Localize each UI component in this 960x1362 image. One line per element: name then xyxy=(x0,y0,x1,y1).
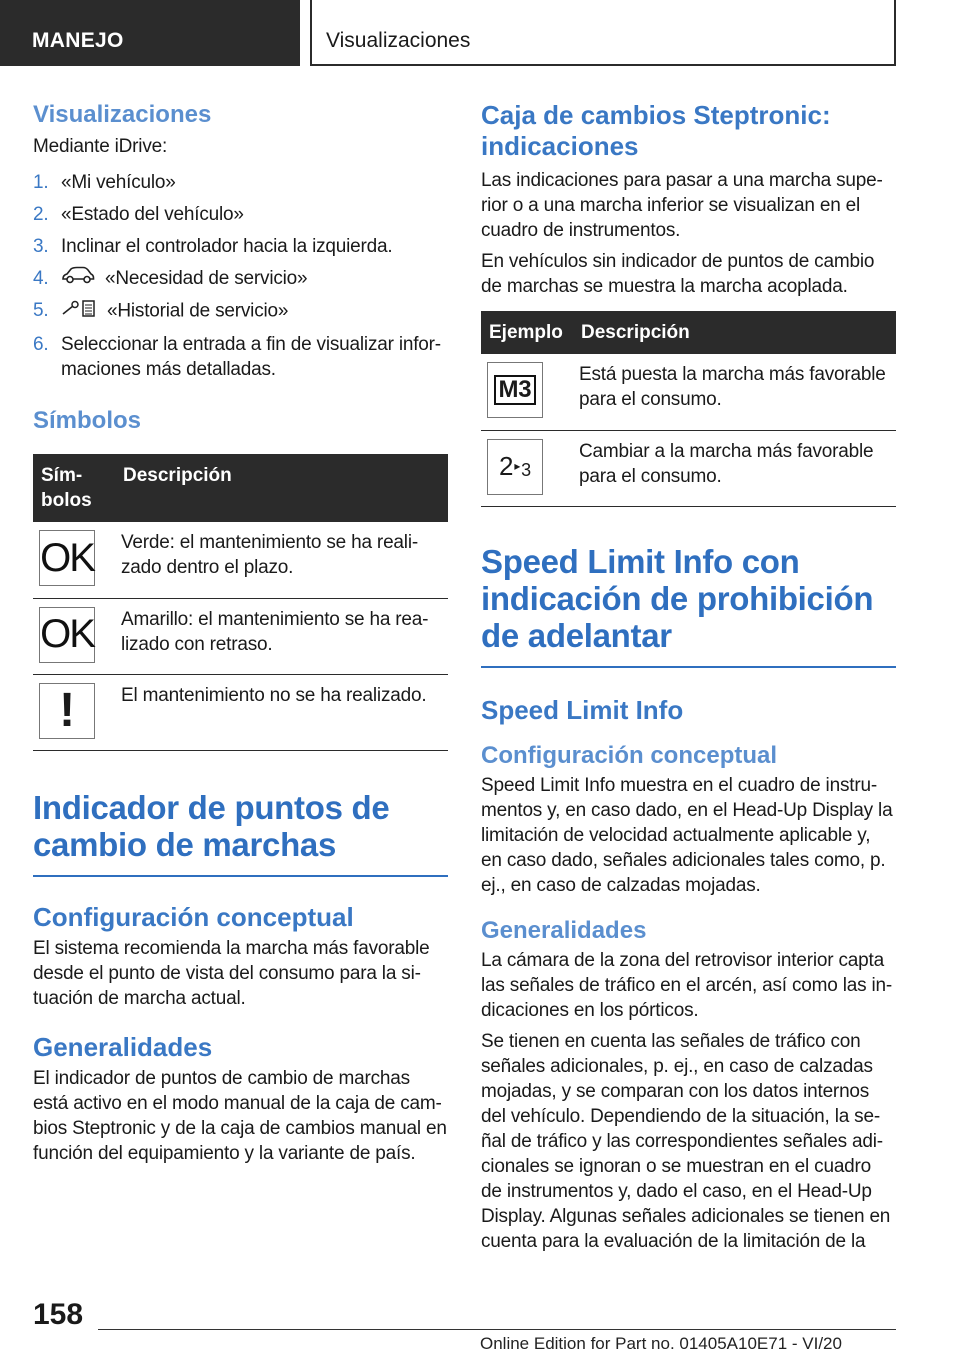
page-number: 158 xyxy=(33,1298,84,1331)
generalidades-text-2: Se tienen en cuenta las señales de tráfico con señales adicionales, p. ej., en caso de calzadas mojadas, y se comparan con los datos internos del vehículo. Dependiendo de la situación, la se-ñal de tráfico y las correspondientes señales adi-cionales se ignoran o se muestran en el cuadro de instrumentos y, dado el caso, en el Head-Up Display. Algunas señales adicionales se tienen en cuenta para la evaluación de la limitación de la xyxy=(481,1030,891,1252)
example-col-header: Ejemplo xyxy=(481,311,573,354)
generalidades-text: El indicador de puntos de cambio de marchas está activo en el modo manual de la caja de cam-bios Steptronic y de la caja de cambios manual en función del equipamiento y la variante de país. xyxy=(33,1067,447,1164)
conceptual-config-heading: Configuración conceptual xyxy=(481,741,778,769)
generalidades-text-1: La cámara de la zona del retrovisor interior capta las señales de tráfico en el arcén, así como las in-dicaciones en los pórticos. xyxy=(481,949,892,1021)
symbols-table xyxy=(33,454,448,751)
speed-limit-info-heading: Speed Limit Info xyxy=(481,694,684,725)
step-item: 4. «Necesidad de servicio» xyxy=(33,266,448,291)
steptronic-text-2: En vehículos sin indicador de puntos de cambio de marchas se muestra la marcha acoplada. xyxy=(481,251,875,297)
idrive-steps xyxy=(33,170,448,382)
gear-examples-table xyxy=(481,311,896,507)
car-icon xyxy=(61,266,95,291)
step-item: 1. «Mi vehículo» xyxy=(33,172,176,193)
exclamation-icon: ! xyxy=(39,683,95,739)
generalidades-heading: Generalidades xyxy=(33,1031,213,1062)
simbolos-heading: Símbolos xyxy=(33,407,142,435)
visualizaciones-intro: Mediante iDrive: xyxy=(33,136,168,157)
page-header xyxy=(0,0,960,66)
symbol-description: Verde: el mantenimiento se ha reali-zado dentro el plazo. xyxy=(115,522,448,598)
arrow-right-icon: ▸ xyxy=(514,459,521,473)
visualizaciones-heading: Visualizaciones xyxy=(33,101,212,128)
steptronic-text-1: Las indicaciones para pasar a una marcha supe-rior o a una marcha inferior se visualizan en el cuadro de instrumentos. xyxy=(481,170,883,241)
conceptual-config-text: El sistema recomienda la marcha más favorable desde el punto de vista del consumo para la si-tuación de marcha actual. xyxy=(33,937,430,1009)
table-row xyxy=(481,430,896,506)
generalidades-heading: Generalidades xyxy=(481,916,647,944)
step-item: 5. «Historial de servicio» xyxy=(33,298,448,325)
section-tab: MANEJO xyxy=(0,0,300,66)
footer-divider xyxy=(98,1329,896,1330)
gear-description: Está puesta la marcha más favorable para el consumo. xyxy=(573,354,896,430)
ok-yellow-symbol: OK xyxy=(39,607,95,663)
right-column xyxy=(481,100,896,1254)
table-row xyxy=(33,522,448,598)
service-history-icon xyxy=(61,298,97,325)
gear-description: Cambiar a la marcha más favorable para el consumo. xyxy=(573,430,896,506)
description-col-header: Descripción xyxy=(115,454,448,522)
chapter-tab: Visualizaciones xyxy=(310,0,896,66)
conceptual-config-text: Speed Limit Info muestra en el cuadro de instru-mentos y, en caso dado, en el Head-Up Display la limitación de velocidad actualmente aplicable y, en caso dado, señales adicionales tales como, p. ej., en caso de calzadas mojadas. xyxy=(481,774,893,896)
step-item: 3. Inclinar el controlador hacia la izquierda. xyxy=(33,236,393,257)
step-item: 6. Seleccionar la entrada a fin de visualizar infor-maciones más detalladas. xyxy=(33,334,441,381)
symbols-col-header: Sím-bolos xyxy=(33,454,115,522)
table-row xyxy=(481,354,896,430)
shift-indicator-heading: Indicador de puntos de cambio de marchas xyxy=(33,789,448,877)
step-item: 2. «Estado del vehículo» xyxy=(33,204,244,225)
symbol-description: Amarillo: el mantenimiento se ha rea-lizado con retraso. xyxy=(115,598,448,674)
description-col-header: Descripción xyxy=(573,311,896,354)
table-row xyxy=(33,598,448,674)
gear-shift-symbol: 2 ▸ 3 xyxy=(487,439,543,495)
ok-green-symbol: OK xyxy=(39,530,95,586)
gear-m3-symbol: M3 xyxy=(487,362,543,418)
edition-footer: Online Edition for Part no. 01405A10E71 - VI/20 xyxy=(480,1334,842,1353)
speed-limit-heading: Speed Limit Info con indicación de prohibición de adelantar xyxy=(481,543,896,668)
conceptual-config-heading: Configuración conceptual xyxy=(33,901,354,932)
steptronic-heading: Caja de cambios Steptronic: indicaciones xyxy=(481,100,831,161)
left-column xyxy=(33,100,448,1166)
symbol-description: El mantenimiento no se ha realizado. xyxy=(115,674,448,750)
table-row xyxy=(33,674,448,750)
